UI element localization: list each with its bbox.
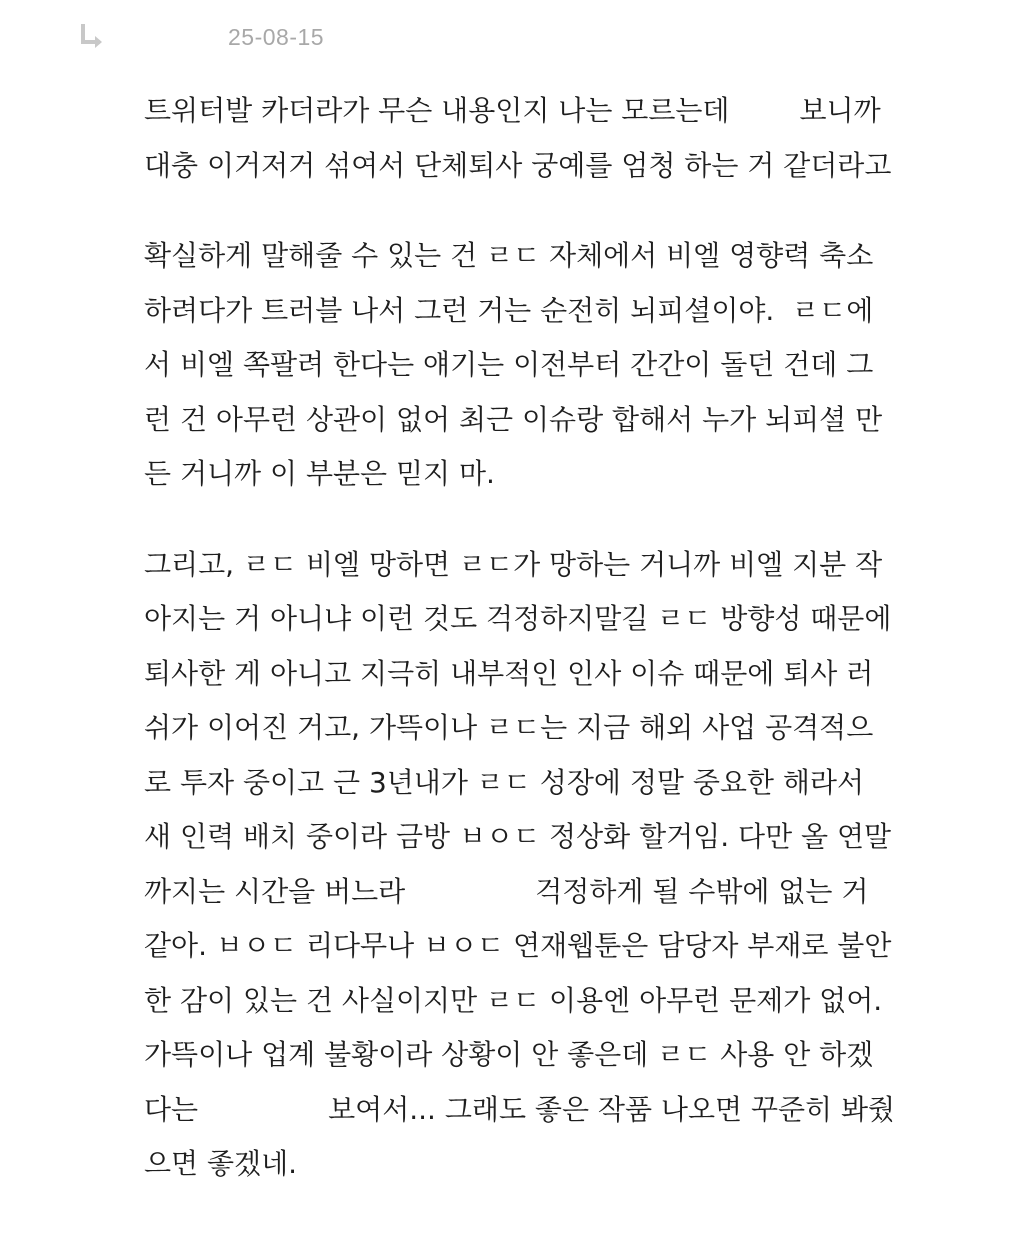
comment-text: 같아. ㅂㅇㄷ 리다무나 ㅂㅇㄷ 연재웹툰은 담당자 부재로 불안 [144,929,892,962]
comment-text: 하려다가 트러블 나서 그런 거는 순전히 뇌피셜이야. ㄹㄷ에 [144,293,874,327]
comment-text: 퇴사한 게 아니고 지극히 내부적인 인사 이슈 때문에 퇴사 러 [144,656,874,690]
comment-line [144,538,944,593]
comment-text: 확실하게 말해줄 수 있는 건 ㄹㄷ 자체에서 비엘 영향력 축소 [144,239,874,272]
comment-text: 든 거니까 이 부분은 믿지 마. [144,457,495,490]
comment-line [144,84,944,139]
comment-text: 가뜩이나 업계 불황이라 상황이 안 좋은데 ㄹㄷ 사용 안 하겠 [144,1038,874,1071]
comment-line [144,919,944,974]
comment-line [144,647,944,702]
reply-header [78,18,106,58]
comment-text: 새 인력 배치 중이라 금방 ㅂㅇㄷ 정상화 할거임. 다만 올 연말 [144,820,892,853]
comment-text: 까지는 시간을 버느라 [144,874,406,908]
comment-text: 보여서... 그래도 좋은 작품 나오면 꾸준히 봐줬 [328,1092,896,1126]
comment-text: 보니까 [799,94,881,127]
comment-line [144,865,944,920]
comment-text: 그리고, ㄹㄷ 비엘 망하면 ㄹㄷ가 망하는 거니까 비엘 지분 작 [144,547,883,581]
comment-line [144,974,944,1029]
reply-arrow-icon [78,24,106,52]
comment-text: 서 비엘 쪽팔려 한다는 얘기는 이전부터 간간이 돌던 건데 그 [144,348,874,381]
comment-text: 트위터발 카더라가 무슨 내용인지 나는 모르는데 [144,94,730,127]
comment-line [144,139,944,194]
comment-date: 25-08-15 [228,24,325,50]
comment-line [144,592,944,647]
comment-line [144,1028,944,1083]
comment-line [144,338,944,393]
comment-line [144,447,944,502]
comment-line [144,701,944,756]
comment-text: 아지는 거 아니냐 이런 것도 걱정하지말길 ㄹㄷ 방향성 때문에 [144,602,892,635]
comment-text: 대충 이거저거 섞여서 단체퇴사 궁예를 엄청 하는 거 같더라고 [144,148,892,182]
comment-line [144,810,944,865]
comment-body [144,84,944,1228]
comment-line [144,229,944,284]
comment-line [144,393,944,448]
comment-line [144,756,944,811]
comment-text: 로 투자 중이고 근 3년내가 ㄹㄷ 성장에 정말 중요한 해라서 [144,765,865,799]
comment-paragraph [144,538,944,1192]
comment-line [144,1137,944,1192]
comment-text: 쉬가 이어진 거고, 가뜩이나 ㄹㄷ는 지금 해외 사업 공격적으 [144,711,874,744]
comment-paragraph [144,84,944,193]
comment-line [144,284,944,339]
comment-text: 걱정하게 될 수밖에 없는 거 [535,874,869,908]
comment-text: 으면 좋겠네. [144,1147,298,1180]
comment-text: 다는 [144,1092,199,1126]
comment-line [144,1083,944,1138]
comment-text: 런 건 아무런 상관이 없어 최근 이슈랑 합해서 누가 뇌피셜 만 [144,402,883,436]
comment-text: 한 감이 있는 건 사실이지만 ㄹㄷ 이용엔 아무런 문제가 없어. [144,983,883,1017]
comment-paragraph [144,229,944,502]
